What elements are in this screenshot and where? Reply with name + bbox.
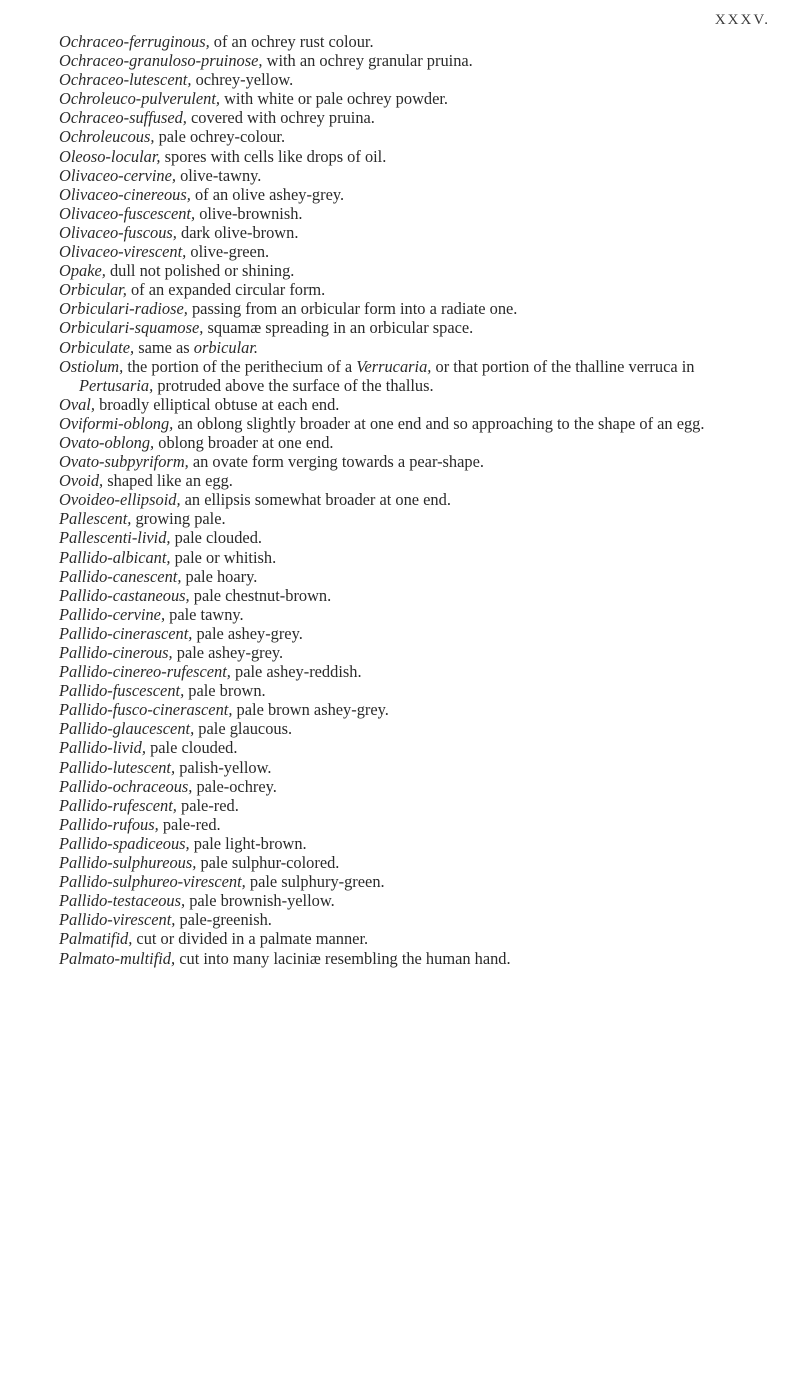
glossary-definition: pale-greenish. (179, 910, 272, 930)
glossary-definition: with white or pale ochrey powder. (224, 89, 449, 109)
glossary-entry (59, 127, 764, 146)
glossary-entry (59, 777, 764, 796)
glossary-term: Pallido-cinereo-rufescent, (59, 662, 231, 682)
glossary-definition: dull not polished or shining. (109, 261, 295, 281)
glossary-term: Palmato-multifid, (59, 948, 176, 968)
glossary-definition: shaped like an egg. (107, 471, 233, 491)
glossary-definition: of an ochrey rust colour. (213, 32, 374, 51)
glossary-term: Pallido-testaceous, (59, 891, 186, 911)
glossary-term: Orbicular, (59, 280, 127, 300)
glossary-definition: pale-red. (162, 814, 221, 834)
glossary-entry (59, 738, 764, 757)
glossary-entry (59, 414, 764, 433)
glossary-term: Orbiculari-radiose, (59, 299, 188, 319)
glossary-definition: pale clouded. (150, 738, 238, 758)
glossary-definition: pale sulphur-colored. (200, 853, 340, 873)
glossary-term: Ochraceo-ferruginous, (59, 32, 210, 51)
glossary-term: Pallescenti-livid, (59, 528, 171, 548)
glossary-definition: olive-tawny. (180, 165, 262, 185)
glossary-entry (59, 643, 764, 662)
glossary-definition: pale brownish-yellow. (189, 891, 335, 911)
glossary-entry (59, 242, 764, 261)
glossary-entry (59, 89, 764, 108)
glossary-term: Pallido-ochraceous, (59, 776, 193, 796)
glossary-definition: oblong broader at one end. (158, 432, 334, 452)
glossary-entry (59, 490, 764, 509)
glossary-entry (59, 929, 764, 948)
glossary-definition: same as (138, 337, 190, 357)
glossary-definition: growing pale. (135, 509, 226, 529)
glossary-reference: orbicular. (193, 337, 258, 357)
glossary-term: Pallido-livid, (59, 738, 146, 758)
glossary-entry (59, 318, 764, 337)
glossary-entry (59, 719, 764, 738)
glossary-entry (59, 70, 764, 89)
glossary-term: Olivaceo-cervine, (59, 165, 176, 185)
glossary-reference: Verrucaria, (356, 356, 432, 376)
glossary-term: Ovato-subpyriform, (59, 452, 189, 472)
glossary-term: Orbiculate, (59, 337, 135, 357)
glossary-entry (59, 949, 764, 968)
glossary-term: Ostiolum, (59, 356, 124, 376)
glossary-term: Ochroleucous, (59, 127, 155, 147)
glossary-entry (59, 204, 764, 223)
glossary-entry (59, 567, 764, 586)
glossary-definition: broadly elliptical obtuse at each end. (99, 394, 340, 414)
glossary-entry (59, 166, 764, 185)
glossary-definition: pale ashey-grey. (196, 623, 303, 643)
glossary-definition: pale tawny. (169, 604, 244, 624)
glossary-term: Pallido-cinerous, (59, 643, 173, 662)
glossary-term: Pallido-rufescent, (59, 795, 177, 815)
glossary-term: Pallido-spadiceous, (59, 833, 190, 853)
glossary-definition: ochrey-yellow. (195, 70, 294, 90)
glossary-reference: Pertusaria, (79, 375, 154, 395)
glossary-definition: pale clouded. (174, 528, 263, 548)
glossary-term: Ochraceo-suffused, (59, 108, 187, 128)
glossary-definition: pale-ochrey. (196, 776, 277, 796)
glossary-term: Pallido-canescent, (59, 566, 182, 586)
glossary-definition: pale light-brown. (193, 833, 307, 853)
glossary-definition: pale ashey-reddish. (235, 662, 362, 682)
glossary-entry (59, 853, 764, 872)
glossary-entry (59, 910, 764, 929)
glossary-entry (59, 872, 764, 891)
glossary-definition: an ellipsis somewhat broader at one end. (184, 490, 451, 510)
glossary-entry (59, 223, 764, 242)
glossary-entry (59, 261, 764, 280)
glossary-term: Pallido-castaneous, (59, 585, 190, 605)
glossary-definition: pale glaucous. (198, 719, 293, 739)
glossary-entry (59, 185, 764, 204)
glossary-definition: pale ashey-grey. (176, 643, 284, 662)
glossary-entry (59, 796, 764, 815)
glossary-term: Pallido-cervine, (59, 604, 166, 624)
glossary-term: Pallescent, (59, 509, 132, 529)
glossary-definition: pale brown. (188, 681, 266, 701)
glossary-definition: olive-green. (190, 242, 270, 262)
glossary-entry (59, 662, 764, 681)
glossary-definition: olive-brownish. (199, 203, 303, 223)
glossary-definition: with an ochrey granular pruina. (266, 51, 473, 71)
glossary-definition-continued: protruded above the surface of the thallus. (157, 375, 434, 395)
glossary-entry (59, 548, 764, 567)
glossary-definition: covered with ochrey pruina. (191, 108, 375, 128)
glossary-definition: pale brown ashey-grey. (236, 700, 389, 720)
glossary-term: Pallido-glaucescent, (59, 719, 195, 739)
glossary-definition: pale ochrey-colour. (158, 127, 286, 147)
glossary-term: Pallido-sulphureous, (59, 853, 197, 873)
glossary-term: Pallido-lutescent, (59, 757, 176, 777)
glossary-entry (59, 509, 764, 528)
glossary-definition: passing from an orbicular form into a radiate one. (191, 299, 518, 319)
glossary-term: Pallido-virescent, (59, 910, 176, 930)
glossary-entry (59, 700, 764, 719)
glossary-term: Opake, (59, 261, 106, 281)
glossary-definition: pale or whitish. (174, 547, 277, 567)
glossary-term: Oleoso-locular, (59, 146, 161, 166)
glossary-definition: the portion of the perithecium of a (127, 356, 353, 376)
glossary-term: Ovato-oblong, (59, 432, 155, 452)
glossary-term: Olivaceo-fuscous, (59, 222, 177, 242)
glossary-definition-continued: or that portion of the thalline verruca in (435, 356, 695, 376)
glossary-definition: palish-yellow. (179, 757, 272, 777)
glossary-entry (59, 891, 764, 910)
glossary-entry (59, 528, 764, 547)
glossary-definition: pale-red. (181, 795, 239, 815)
glossary-term: Oviformi-oblong, (59, 413, 174, 433)
glossary-entry (59, 395, 764, 414)
glossary-entry (59, 357, 764, 395)
glossary-term: Pallido-rufous, (59, 814, 159, 834)
glossary-term: Olivaceo-fuscescent, (59, 203, 196, 223)
glossary-entry (59, 299, 764, 318)
glossary-term: Olivaceo-virescent, (59, 242, 187, 262)
glossary-term: Olivaceo-cinereous, (59, 184, 191, 204)
glossary-entries (59, 32, 764, 968)
glossary-definition: cut or divided in a palmate manner. (136, 929, 369, 949)
glossary-entry (59, 433, 764, 452)
glossary-entry (59, 834, 764, 853)
glossary-definition: dark olive-brown. (181, 222, 299, 242)
glossary-definition: an oblong slightly broader at one end and so approaching to the shape of an egg. (177, 413, 705, 433)
glossary-entry (59, 108, 764, 127)
glossary-definition: squamæ spreading in an orbicular space. (207, 318, 474, 338)
glossary-definition: pale hoary. (185, 566, 258, 586)
glossary-entry (59, 586, 764, 605)
page-number: XXXV. (714, 12, 770, 28)
glossary-entry (59, 32, 764, 51)
glossary-definition: spores with cells like drops of oil. (164, 146, 387, 166)
glossary-term: Pallido-cinerascent, (59, 623, 193, 643)
glossary-entry (59, 681, 764, 700)
glossary-term: Oval, (59, 394, 95, 414)
glossary-term: Pallido-fusco-cinerascent, (59, 700, 233, 720)
glossary-term: Ovoideo-ellipsoid, (59, 490, 181, 510)
glossary-entry (59, 51, 764, 70)
glossary-definition: of an expanded circular form. (130, 280, 326, 300)
glossary-entry (59, 338, 764, 357)
glossary-entry (59, 471, 764, 490)
glossary-entry (59, 605, 764, 624)
glossary-entry (59, 758, 764, 777)
glossary-term: Ovoid, (59, 471, 104, 491)
glossary-definition: an ovate form verging towards a pear-shape. (192, 452, 484, 472)
glossary-entry (59, 815, 764, 834)
glossary-term: Pallido-sulphureo-virescent, (59, 872, 246, 892)
glossary-definition: pale sulphury-green. (249, 872, 385, 892)
glossary-term: Pallido-fuscescent, (59, 681, 185, 701)
glossary-entry (59, 624, 764, 643)
glossary-term: Pallido-albicant, (59, 547, 171, 567)
glossary-entry (59, 280, 764, 299)
glossary-term: Orbiculari-squamose, (59, 318, 204, 338)
glossary-term: Palmatifid, (59, 929, 133, 949)
glossary-term: Ochroleuco-pulverulent, (59, 89, 220, 109)
glossary-definition: cut into many laciniæ resembling the human hand. (179, 948, 511, 968)
glossary-term: Ochraceo-lutescent, (59, 70, 192, 90)
glossary-term: Ochraceo-granuloso-pruinose, (59, 51, 263, 71)
glossary-definition: pale chestnut-brown. (193, 585, 332, 605)
glossary-entry (59, 147, 764, 166)
glossary-definition: of an olive ashey-grey. (194, 184, 345, 204)
glossary-entry (59, 452, 764, 471)
